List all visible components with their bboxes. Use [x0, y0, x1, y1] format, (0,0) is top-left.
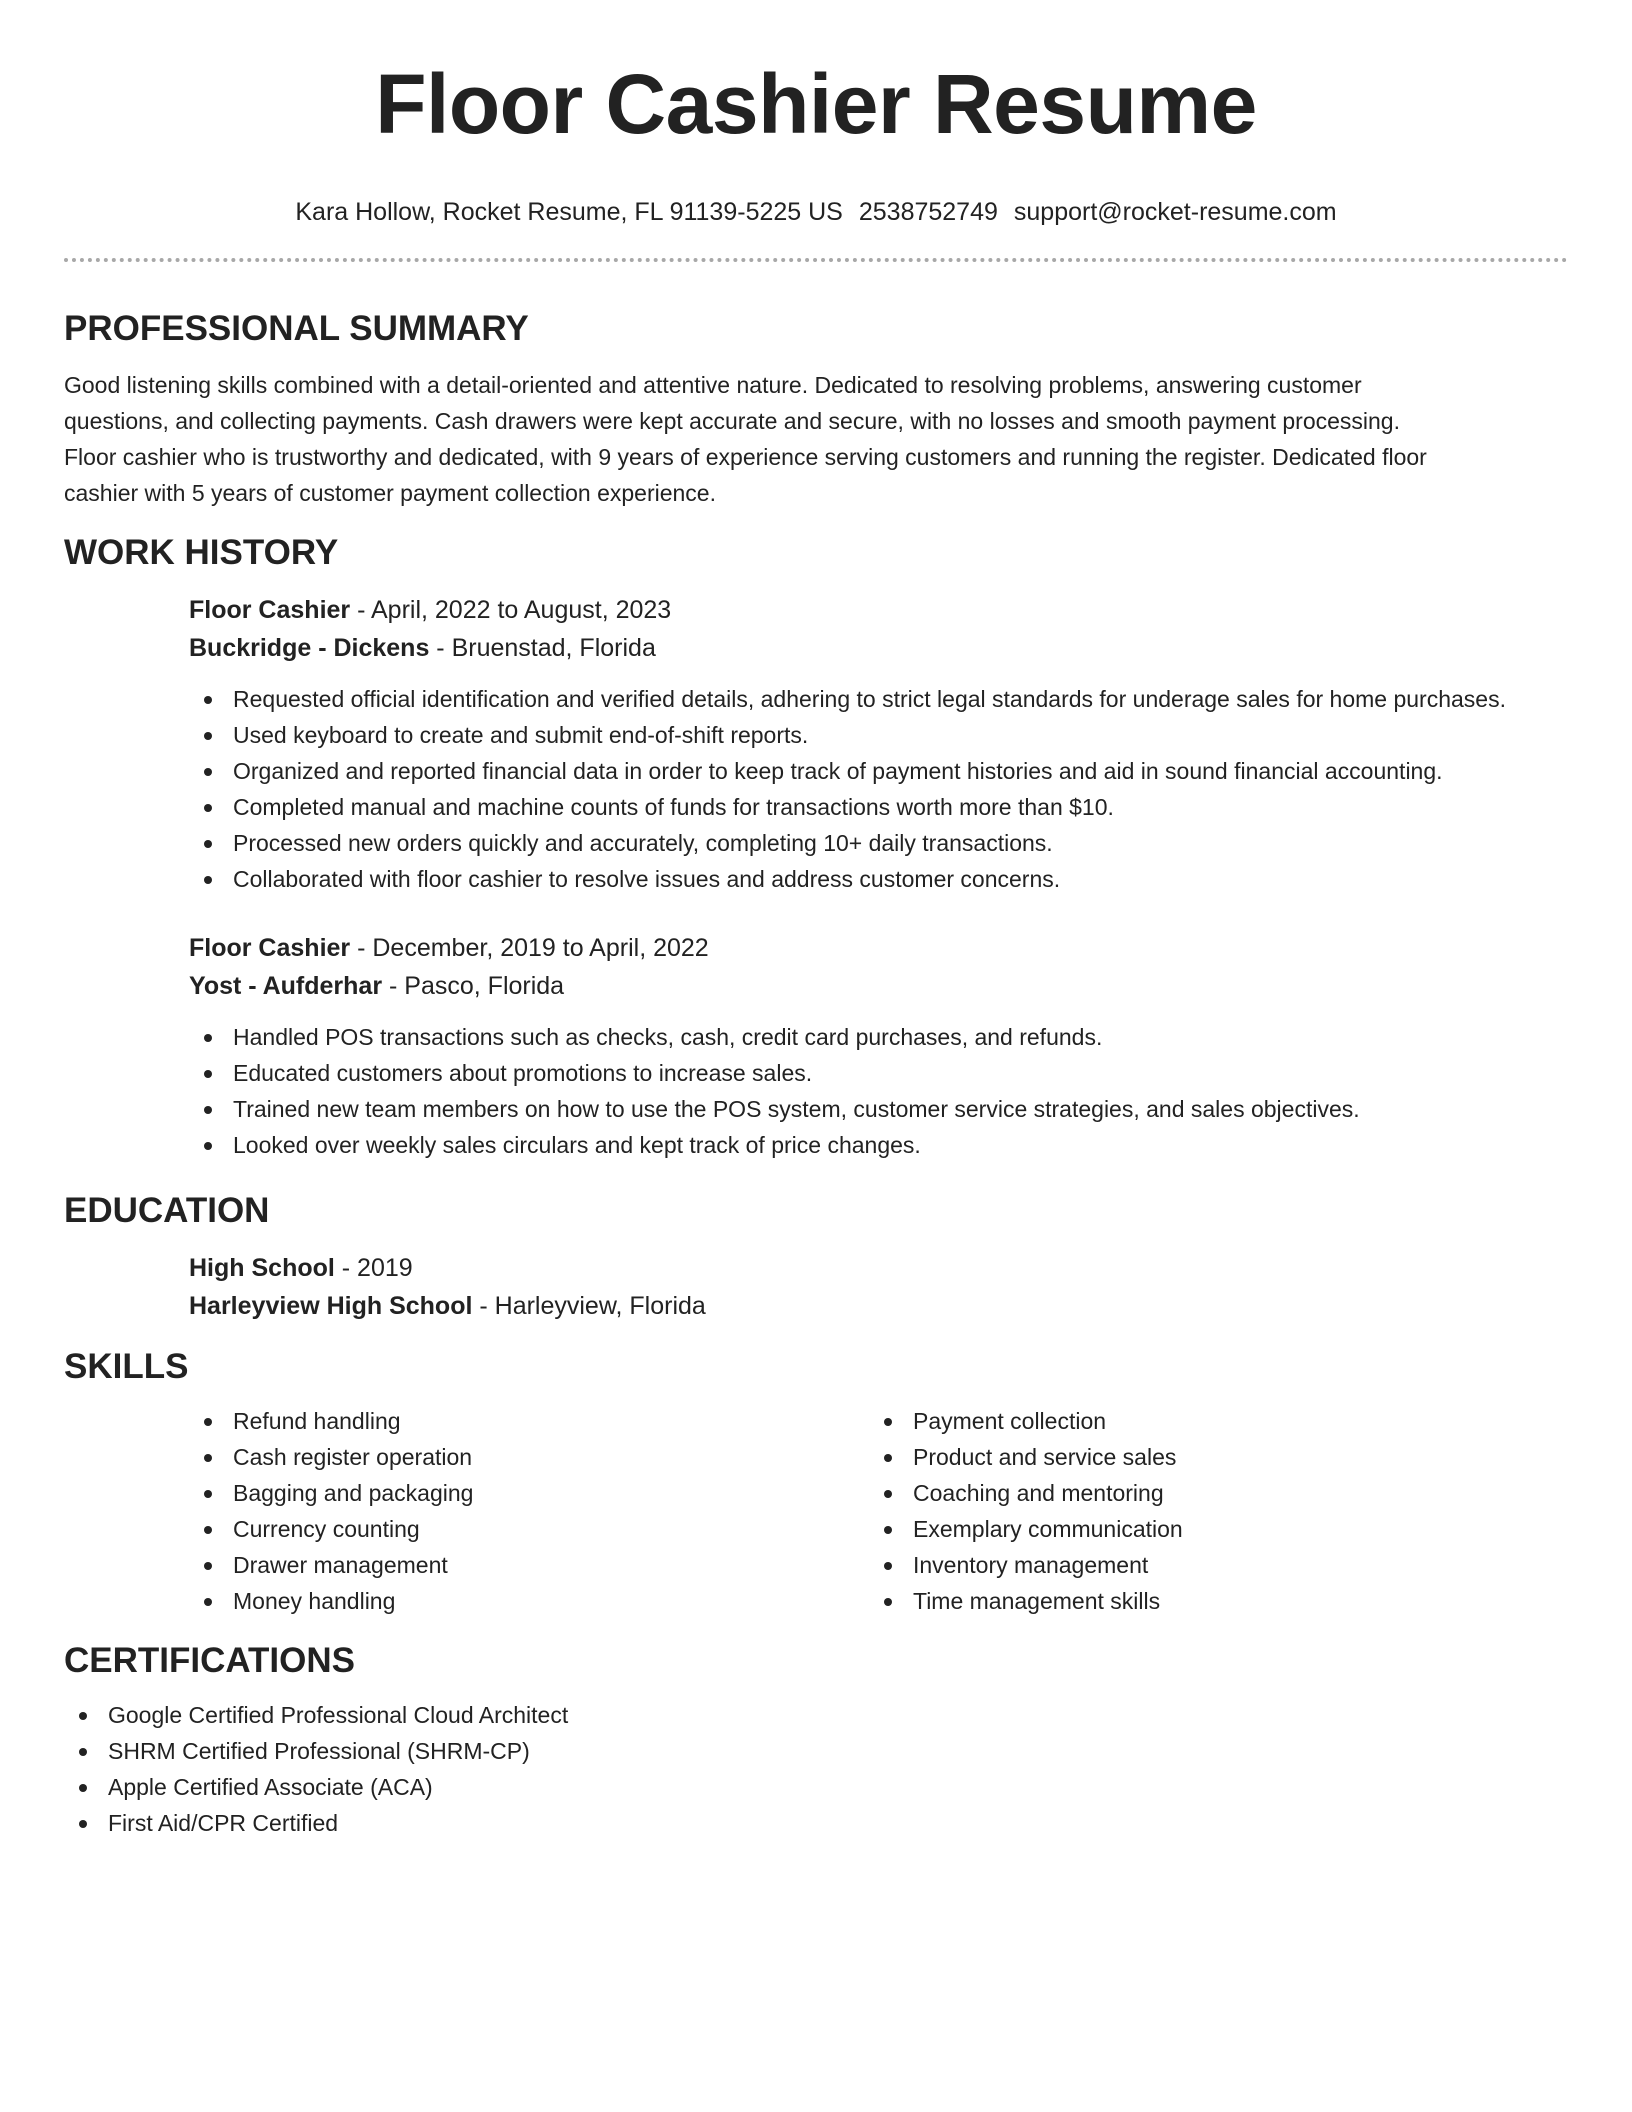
list-item: Completed manual and machine counts of funds for transactions worth more than $10.	[189, 789, 1568, 825]
job-company: Yost - Aufderhar	[189, 972, 383, 1000]
list-item: First Aid/CPR Certified	[64, 1805, 1568, 1841]
skills-column-right	[869, 1403, 1549, 1619]
education-entry	[189, 1249, 1568, 1325]
list-item: Bagging and packaging	[189, 1475, 869, 1511]
job-bullets	[189, 1019, 1568, 1163]
job-location: - Pasco, Florida	[382, 972, 565, 1000]
job-company-line	[189, 967, 1568, 1005]
list-item: Trained new team members on how to use the POS system, customer service strategies, and sales objectives.	[189, 1091, 1568, 1127]
list-item: Currency counting	[189, 1511, 869, 1547]
education-degree: High School	[189, 1254, 335, 1282]
education-location: - Harleyview, Florida	[472, 1292, 706, 1320]
section-heading-skills: SKILLS	[64, 1347, 189, 1386]
job-dates: - December, 2019 to April, 2022	[350, 934, 709, 962]
list-item: Money handling	[189, 1583, 869, 1619]
job-company: Buckridge - Dickens	[189, 634, 430, 662]
job-title-line	[189, 591, 1568, 629]
summary-text: Good listening skills combined with a detail-oriented and attentive nature. Dedicated to resolving problems, answering customer questions, and collecting payments. Cash drawers were kept accurate and secure, with no losses and smooth payment processing. Floor cashier who is trustworthy and dedicated, with 9 years of experience serving customers and running the register. Dedicated floor cashier with 5 years of customer payment collection experience.	[64, 372, 1427, 506]
list-item: Coaching and mentoring	[869, 1475, 1549, 1511]
resume-page	[64, 0, 1568, 1841]
list-item: Google Certified Professional Cloud Architect	[64, 1697, 1568, 1733]
list-item: Requested official identification and verified details, adhering to strict legal standards for underage sales for home purchases.	[189, 681, 1568, 717]
contact-address: Kara Hollow, Rocket Resume, FL 91139-5225 US	[295, 198, 843, 226]
list-item: Refund handling	[189, 1403, 869, 1439]
job-title: Floor Cashier	[189, 596, 351, 624]
list-item: Educated customers about promotions to increase sales.	[189, 1055, 1568, 1091]
education-degree-line	[189, 1249, 1568, 1287]
job-bullets	[189, 681, 1568, 897]
contact-phone: 2538752749	[858, 198, 998, 226]
education-school-line	[189, 1287, 1568, 1325]
header-divider	[64, 258, 1568, 262]
job-entry	[189, 929, 1568, 1163]
list-item: Exemplary communication	[869, 1511, 1549, 1547]
job-title-line	[189, 929, 1568, 967]
list-item: SHRM Certified Professional (SHRM-CP)	[64, 1733, 1568, 1769]
list-item: Cash register operation	[189, 1439, 869, 1475]
contact-info	[64, 196, 1568, 228]
skills-column-left	[189, 1403, 869, 1619]
list-item: Organized and reported financial data in order to keep track of payment histories and aid in sound financial accounting.	[189, 753, 1568, 789]
list-item: Payment collection	[869, 1403, 1549, 1439]
job-dates: - April, 2022 to August, 2023	[350, 596, 672, 624]
list-item: Processed new orders quickly and accurately, completing 10+ daily transactions.	[189, 825, 1568, 861]
list-item: Inventory management	[869, 1547, 1549, 1583]
job-location: - Bruenstad, Florida	[429, 634, 656, 662]
education-year: - 2019	[334, 1254, 413, 1282]
certifications-list	[64, 1697, 1568, 1841]
education-school: Harleyview High School	[189, 1292, 473, 1320]
list-item: Apple Certified Associate (ACA)	[64, 1769, 1568, 1805]
list-item: Product and service sales	[869, 1439, 1549, 1475]
job-title: Floor Cashier	[189, 934, 351, 962]
list-item: Collaborated with floor cashier to resolve issues and address customer concerns.	[189, 861, 1568, 897]
job-company-line	[189, 629, 1568, 667]
contact-email: support@rocket-resume.com	[1013, 198, 1337, 226]
section-heading-summary: PROFESSIONAL SUMMARY	[64, 309, 529, 348]
section-heading-certifications: CERTIFICATIONS	[64, 1641, 356, 1680]
list-item: Time management skills	[869, 1583, 1549, 1619]
resume-title: Floor Cashier Resume	[375, 57, 1257, 151]
section-heading-education: EDUCATION	[64, 1191, 270, 1230]
job-entry	[189, 591, 1568, 897]
list-item: Used keyboard to create and submit end-of-shift reports.	[189, 717, 1568, 753]
list-item: Looked over weekly sales circulars and kept track of price changes.	[189, 1127, 1568, 1163]
list-item: Handled POS transactions such as checks, cash, credit card purchases, and refunds.	[189, 1019, 1568, 1055]
skills-list	[189, 1403, 1568, 1619]
section-heading-work-history: WORK HISTORY	[64, 533, 339, 572]
list-item: Drawer management	[189, 1547, 869, 1583]
